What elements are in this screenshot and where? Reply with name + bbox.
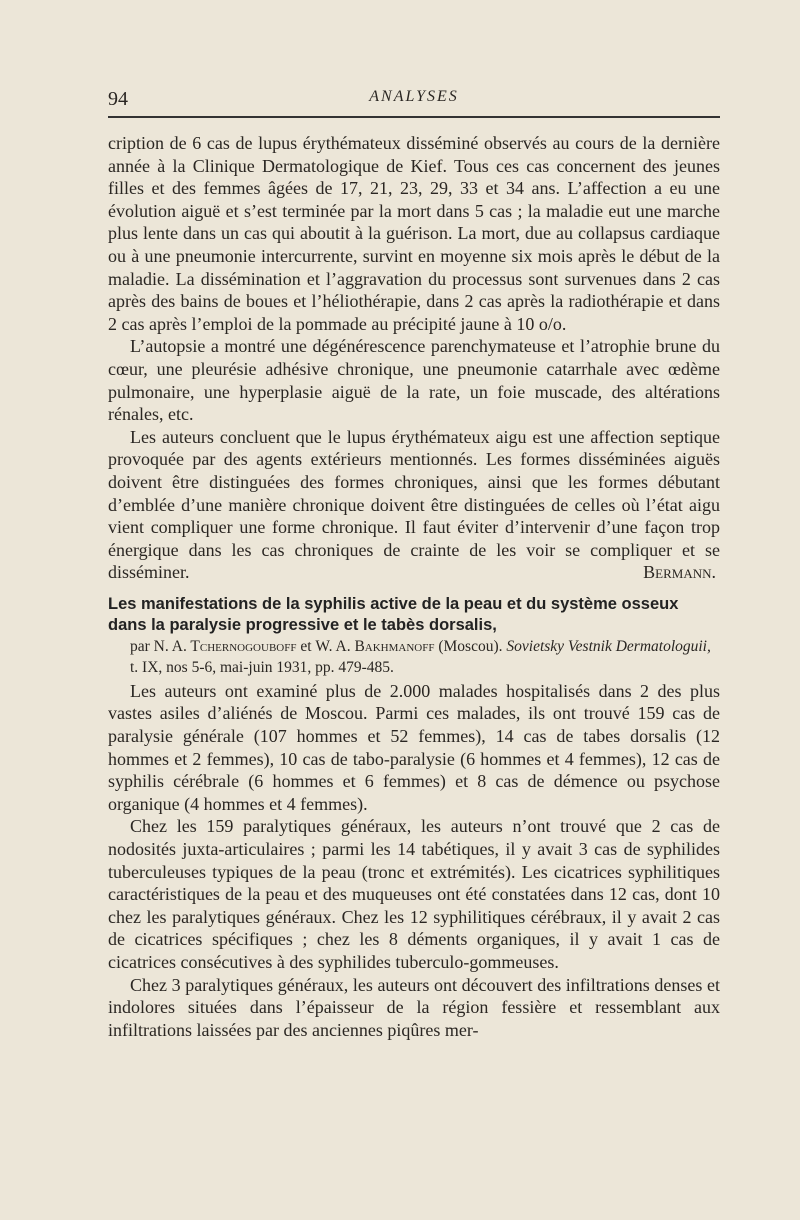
running-title: ANALYSES — [369, 88, 459, 105]
page-body — [108, 132, 720, 1041]
page-number: 94 — [108, 88, 128, 110]
review2-paragraph-2: Chez les 159 paralytiques généraux, les auteurs n’ont trouvé que 2 cas de nodosités juxta-articulaires ; parmi les 14 tabétiques, il y avait 3 cas de syphilides tuberculeuses typiques de la peau (tronc et extrémités). Les cicatrices syphilitiques caractéristiques de la peau et des muqueuses ont été constatées dans 12 cas, dont 10 chez les paralytiques généraux. Chez les 12 syphilitiques cérébraux, il y avait 2 cas de cicatrices spécifiques ; chez les 8 déments organiques, il y avait 1 cas de cicatrices consécutives à des syphilides tuberculo-gommeuses. — [108, 816, 720, 972]
review1-paragraph-3: Les auteurs concluent que le lupus érythémateux aigu est une affection septique provoquée par des agents extérieurs mentionnés. Les formes disséminées aiguës doivent être distinguées des formes chroniques, ainsi que les formes débutant d’emblée d’une manière chronique doivent être distinguées de celles où l’état aigu vient compliquer une forme chronique. Il faut éviter d’intervenir d’une façon trop énergique dans les cas chroniques de crainte de les voir se compliquer et se disséminer. — [108, 426, 720, 583]
ref-place: (Moscou). — [438, 637, 503, 655]
ref-et: et — [300, 637, 312, 655]
ref-journal: Sovietsky Vestnik Dermatologuii, — [506, 637, 711, 655]
page-header — [108, 86, 720, 116]
article-title: Les manifestations de la syphilis active de la peau et du système osseux dans la paralysie progressive et le tabès dorsalis, — [108, 594, 679, 634]
article-reference — [130, 636, 720, 678]
review1-paragraph-1: cription de 6 cas de lupus érythémateux disséminé observés au cours de la dernière année à la Clinique Dermatologique de Kief. Tous ces cas concernent des jeunes filles et des femmes âgées de 17, 21, 23, 29, 33 et 34 ans. L’affection a eu une évolution aiguë et s’est terminée par la mort dans 5 cas ; la maladie eut une marche plus lente dans un cas qui aboutit à la guérison. La mort, due au collapsus cardiaque ou à une pneumonie intercurrente, survint en moyenne six mois après le début de la maladie. La dissémination et l’aggravation du processus sont survenues dans 2 cas après des bains de boues et l’héliothérapie, dans 2 cas après la radiothérapie et dans 2 cas après l’emploi de la pommade au précipité jaune à 10 o/o. — [108, 133, 720, 334]
ref-details: t. IX, nos 5-6, mai-juin 1931, pp. 479-485. — [130, 658, 394, 676]
review2-paragraph-1: Les auteurs ont examiné plus de 2.000 malades hospitalisés dans 2 des plus vastes asiles d’aliénés de Moscou. Parmi ces malades, ils ont trouvé 159 cas de paralysie générale (107 hommes et 52 femmes), 14 cas de tabes dorsalis (12 hommes et 2 femmes), 10 cas de tabo-paralysie (6 hommes et 4 femmes), 12 cas de syphilis cérébrale (6 hommes et 6 femmes) et 8 cas de démence ou psychose organique (4 hommes et 4 femmes). — [108, 680, 720, 814]
review1-paragraph-2: L’autopsie a montré une dégénérescence parenchymateuse et l’atrophie brune du cœur, une pleurésie adhésive chronique, une pneumonie catarrhale avec œdème pulmonaire, une hyperplasie aiguë de la rate, un foie muscade, des altérations rénales, etc. — [108, 336, 720, 425]
ref-authors-1: N. A. Tchernogouboff — [153, 637, 297, 655]
ref-authors-2: W. A. Bakhmanoff — [315, 637, 435, 655]
ref-par: par — [130, 637, 150, 655]
reviewer-signature: Bermann. — [643, 562, 716, 583]
review2-paragraph-3: Chez 3 paralytiques généraux, les auteurs ont découvert des infiltrations denses et indolores situées dans l’épaisseur de la région fessière et ressemblant aux infiltrations laissées par des anciennes piqûres mer- — [108, 974, 720, 1040]
header-rule — [108, 116, 720, 118]
